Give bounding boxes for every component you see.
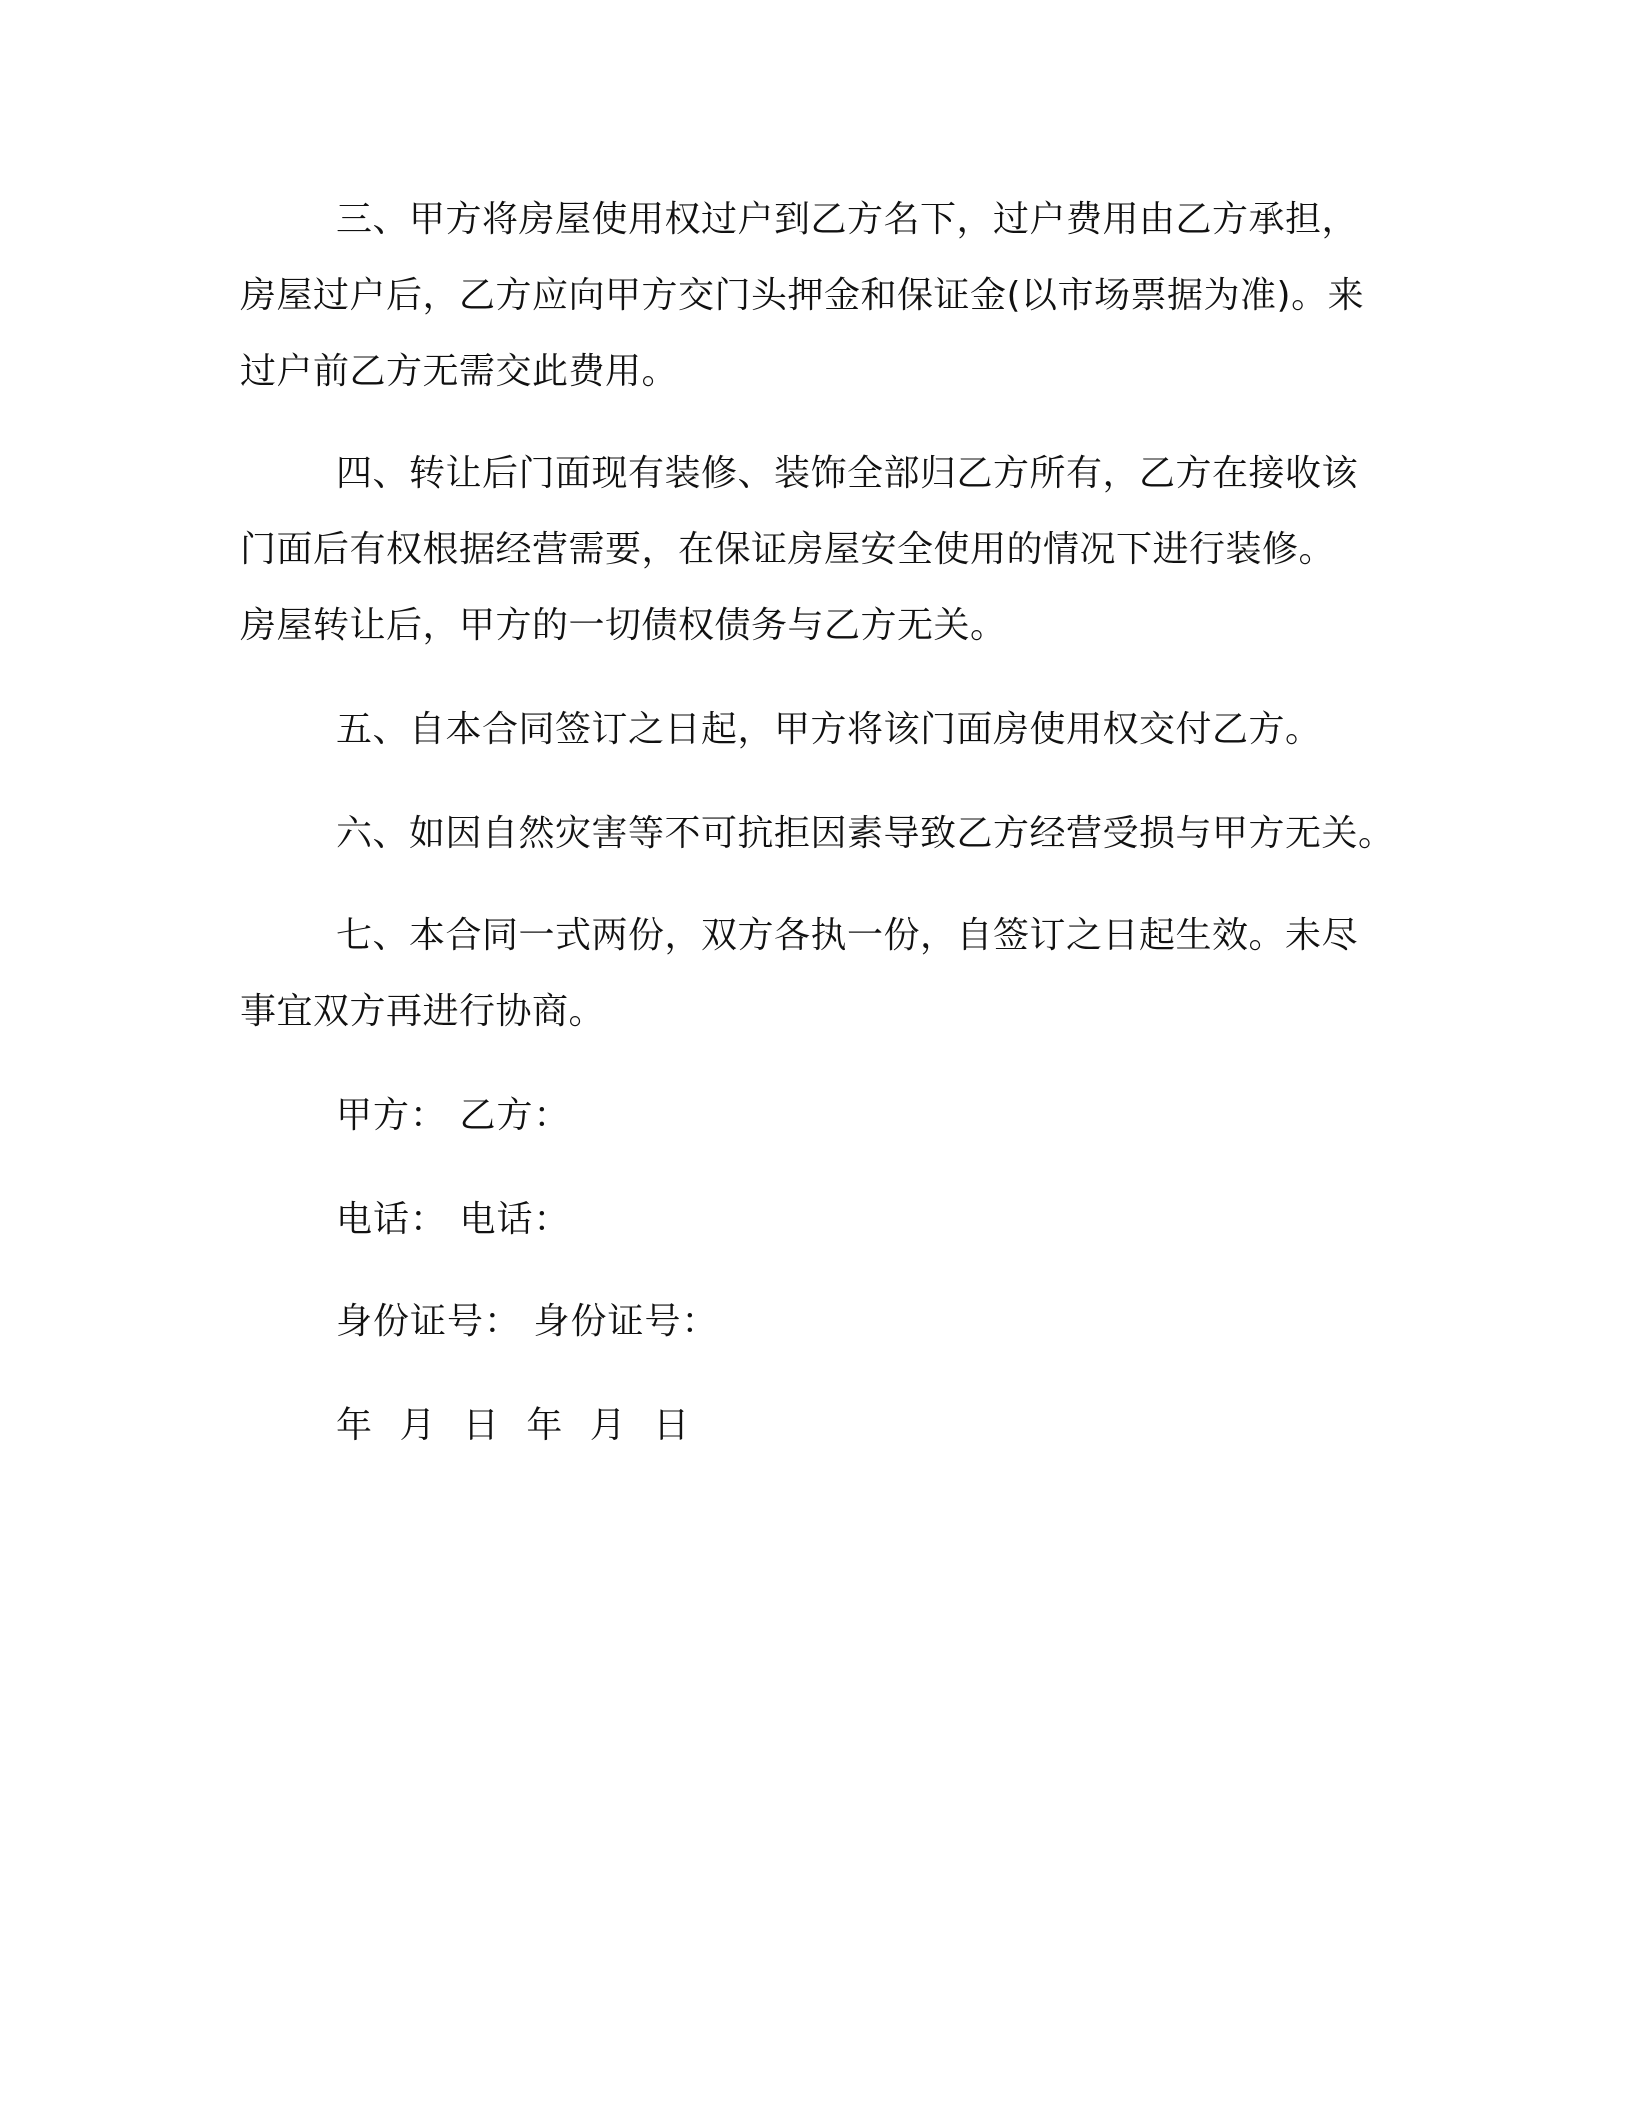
signature-phones: 电话： 电话： [336,1199,571,1240]
clause-3-line-1: 三、甲方将房屋使用权过户到乙方名下，过户费用由乙方承担， [336,199,1359,240]
clause-4-line-3: 房屋转让后，甲方的一切债权债务与乙方无关。 [240,605,1007,646]
clause-4-line-2: 门面后有权根据经营需要，在保证房屋安全使用的情况下进行装修。 [240,529,1336,570]
clause-4-line-1: 四、转让后门面现有装修、装饰全部归乙方所有，乙方在接收该 [336,453,1359,494]
signature-dates: 年 月 日 年 月 日 [336,1405,698,1446]
clause-7-line-2: 事宜双方再进行协商。 [240,991,606,1032]
clause-6: 六、如因自然灾害等不可抗拒因素导致乙方经营受损与甲方无关。 [336,813,1395,854]
signature-ids: 身份证号： 身份证号： [336,1301,719,1342]
clause-5: 五、自本合同签订之日起，甲方将该门面房使用权交付乙方。 [336,709,1322,750]
signature-parties: 甲方： 乙方： [336,1095,571,1136]
clause-3-line-3: 过户前乙方无需交此费用。 [240,351,679,392]
clause-7-line-1: 七、本合同一式两份，双方各执一份，自签订之日起生效。未尽 [336,915,1359,956]
clause-3-line-2: 房屋过户后，乙方应向甲方交门头押金和保证金(以市场票据为准)。来 [240,275,1365,316]
